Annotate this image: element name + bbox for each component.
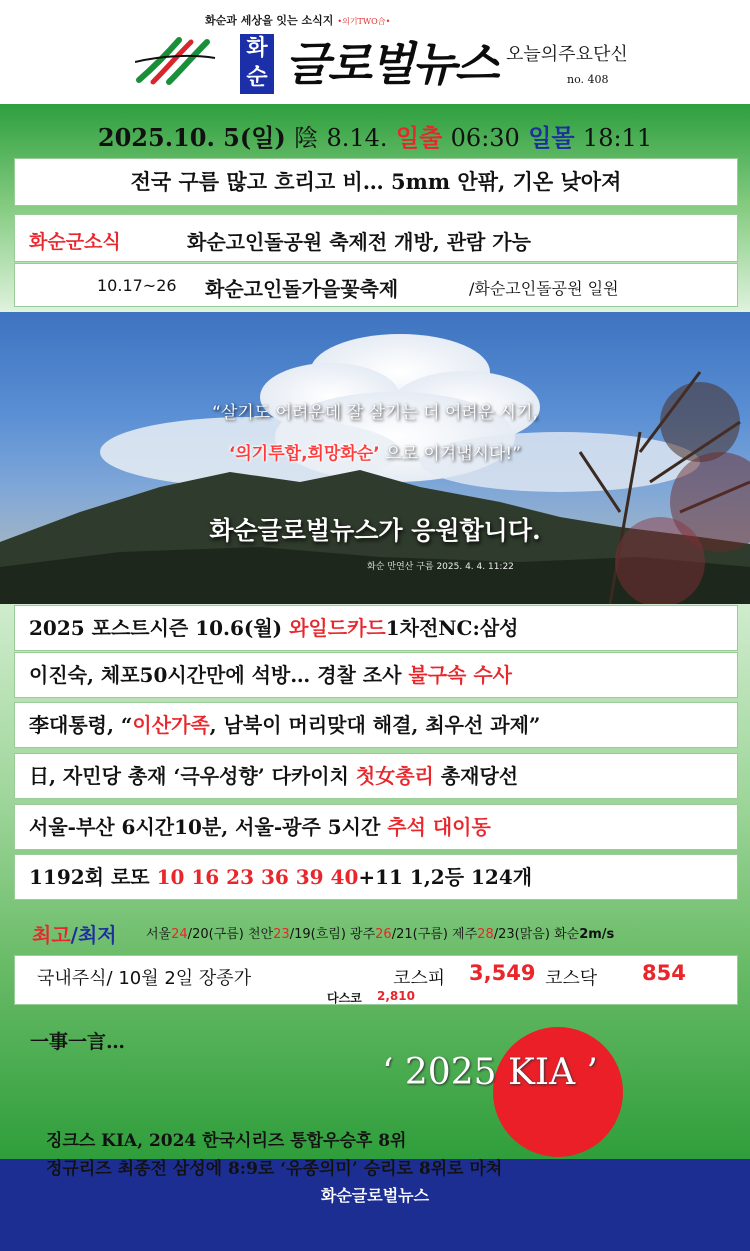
festival-place: /화순고인돌공원 일원: [469, 279, 619, 298]
festival-info[interactable]: [14, 263, 738, 307]
weather-city: 제주: [452, 927, 478, 942]
kosdaq-value: 854: [642, 961, 686, 985]
festival-dates: 10.17~26: [97, 276, 177, 295]
date: 2025.10. 5(일): [97, 123, 286, 152]
news-item[interactable]: [14, 804, 738, 850]
kia-line-1: 징크스 KIA, 2024 한국시리즈 통합우승후 8위: [46, 1131, 407, 1151]
news-highlight: 이산가족: [132, 713, 210, 737]
news-text: 서울-부산 6시간10분, 서울-광주 5시간: [29, 815, 388, 839]
weather-hi: 26: [375, 927, 392, 942]
tagline-sub: •의기TWO合•: [337, 17, 391, 26]
kospi-value: 3,549: [469, 961, 536, 985]
date-line: [0, 118, 750, 153]
weather-cond: (구름): [208, 927, 244, 942]
news-highlight: 첫女총리: [355, 764, 434, 788]
news-text: 2025 포스트시즌 10.6(월): [29, 616, 290, 640]
news-text: , 남북이 머리맞대 해결, 최우선 과제”: [209, 713, 541, 737]
weather-lo: 19: [294, 927, 311, 942]
weather-label-lo: 최저: [77, 923, 117, 947]
weather-city: 광주: [350, 927, 376, 942]
weather-cond: (맑음): [514, 927, 550, 942]
header: [0, 0, 750, 104]
sunrise-label: 일출: [395, 123, 443, 152]
news-text: 1192회 로또: [29, 865, 157, 889]
news-item[interactable]: [14, 702, 738, 748]
county-news-text: 화순고인돌공원 축제전 개방, 관람 가능: [187, 230, 531, 254]
headline-weather[interactable]: 전국 구름 많고 흐리고 비… 5mm 안팎, 기온 낮아져: [14, 158, 738, 206]
dasco-label: 다스코: [327, 991, 362, 1005]
news-text: +11 1,2등 124개: [358, 865, 533, 889]
news-text: 日, 자민당 총재 ‘극우성향’ 다카이치: [29, 764, 356, 788]
sunset-label: 일몰: [528, 123, 575, 152]
dasco-value: 2,810: [377, 989, 415, 1003]
tagline-text: 화순과 세상을 잇는 소식지: [205, 14, 334, 27]
kosdaq-label: 코스닥: [545, 968, 598, 989]
weather-hi: 28: [477, 927, 494, 942]
logo-box-top: 화: [246, 36, 268, 61]
quote-line-2-rest: 으로 이겨냅시다!”: [385, 444, 522, 464]
news-highlight: 와일드카드: [289, 616, 386, 640]
weather-cond: (구름): [412, 927, 448, 942]
lunar-date: 8.14.: [326, 124, 388, 152]
weather-lo: 21: [396, 927, 413, 942]
today-title: 오늘의주요단신: [506, 44, 628, 65]
news-item[interactable]: [14, 753, 738, 799]
weather-cities: 서울24/20(구름) 천안23/19(흐림) 광주26/21(구름) 제주28/23(맑음) 화순2m/s: [146, 927, 615, 942]
news-highlight: 불구속 수사: [408, 663, 512, 687]
festival-name: 화순고인돌가을꽃축제: [205, 277, 399, 301]
kia-line-2: 정규리즈 최종전 삼성에 8:9로 ‘유종의미’ 승리로 8위로 마쳐: [46, 1159, 503, 1179]
stock-row[interactable]: [14, 955, 738, 1005]
weather-row[interactable]: [14, 909, 738, 955]
county-news-label: 화순군소식: [29, 231, 121, 253]
wind-city: 화순: [554, 927, 580, 942]
wind-speed: 2m/s: [579, 927, 615, 942]
weather-label: [32, 919, 117, 948]
sunrise-time: 06:30: [450, 124, 520, 152]
news-text: 李대통령, “: [29, 713, 133, 737]
issue-number: no. 408: [567, 73, 609, 86]
weather-cond: (흐림): [310, 927, 346, 942]
news-text: 1차전NC:삼성: [385, 616, 519, 640]
county-news[interactable]: [14, 214, 738, 262]
kospi-label: 코스피: [393, 968, 446, 989]
footer-brand[interactable]: 화순글로벌뉴스: [320, 1186, 430, 1205]
weather-label-sep: /: [70, 923, 78, 947]
quote-line-2: [0, 439, 750, 464]
news-item[interactable]: [14, 605, 738, 651]
support-message: 화순글로벌뉴스가 응원합니다.: [209, 516, 541, 545]
sunset-time: 18:11: [582, 124, 653, 152]
weather-hi: 24: [171, 927, 188, 942]
news-item[interactable]: [14, 854, 738, 900]
news-highlight: 10 16 23 36 39 40: [156, 865, 359, 889]
one-word-title: 一事一言…: [30, 1031, 126, 1053]
news-highlight: 추석 대이동: [387, 815, 491, 839]
logo-mark-icon: [135, 36, 217, 86]
quote-line-1: “살기도 어려운데 잘 살기는 더 어려운 시기,: [212, 403, 538, 423]
logo-box: [240, 34, 274, 94]
quote-highlight: ‘의기투합,희망화순’: [228, 444, 380, 464]
news-text: 이진숙, 체포50시간만에 석방… 경찰 조사: [29, 663, 409, 687]
lunar-label: 陰: [294, 124, 319, 152]
tagline: [205, 12, 390, 28]
weather-lo: 20: [192, 927, 209, 942]
weather-hi: 23: [273, 927, 290, 942]
weather-lo: 23: [498, 927, 515, 942]
logo-script: 글로벌뉴스: [285, 37, 498, 91]
stock-label: 국내주식/ 10월 2일 장종가: [37, 968, 252, 989]
weather-city: 천안: [248, 927, 274, 942]
news-item[interactable]: [14, 652, 738, 698]
weather-label-hi: 최고: [32, 923, 71, 947]
weather-city: 서울: [146, 927, 172, 942]
logo-box-bottom: 순: [246, 65, 268, 90]
news-text: 총재당선: [433, 764, 519, 788]
kia-title: ‘ 2025 KIA ’: [382, 1052, 598, 1093]
photo-caption: 화순 만연산 구름 2025. 4. 4. 11:22: [367, 562, 514, 572]
